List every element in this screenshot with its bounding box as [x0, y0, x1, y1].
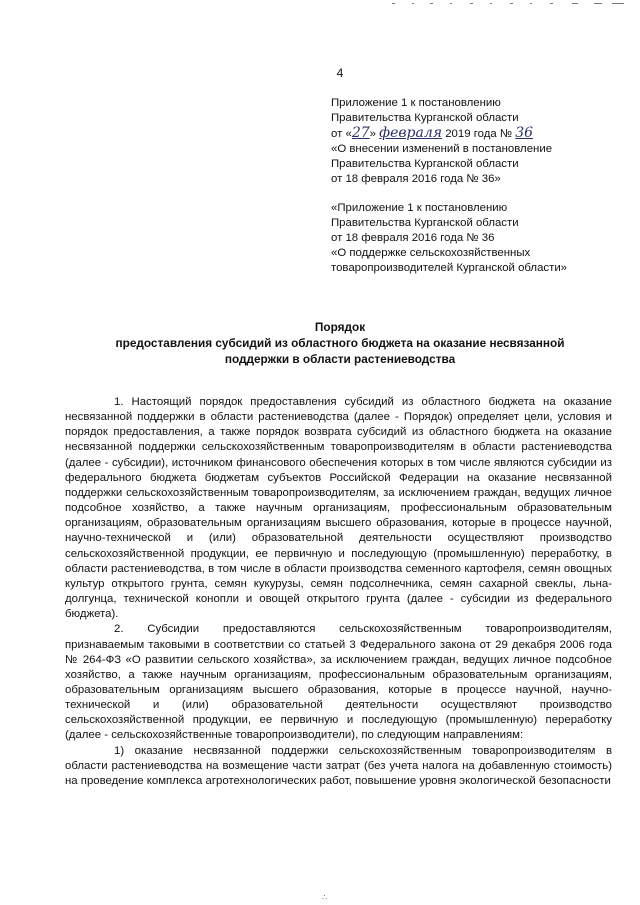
- appendix-quoted-line: «Приложение 1 к постановлению: [331, 202, 508, 214]
- appendix-line: от 18 февраля 2016 года № 36»: [331, 172, 501, 185]
- paragraph-1: 1. Настоящий порядок предоставления субсидий из областного бюджета на оказание несвязанной поддержки в области растениеводства (далее - Порядок) определяет цели, условия и порядок предоставления, а также порядок возврата субсидий из областного бюджета на оказание несвязанной поддержки сельскохозяйственным товаропроизводителям в области растениеводства (далее - субсидии), источником финансового обеспечения которых в том числе являются субсидии из федерального бюджета бюджетам субъектов Российской Федерации на оказание несвязанной поддержки сельскохозяйственным товаропроизводителям, за исключением граждан, ведущих личное подсобное хозяйство, а также научным организациям, профессиональным образовательным организациям, образовательным организациям высшего образования, которые в процессе научной, научно-технической и (или) образовательной деятельности осуществляют производство сельскохозяйственной продукции, ее первичную и последующую (промышленную) переработку, в области растениеводства, в том числе в области производства семенного картофеля, семян овощных культур открытого грунта, семян кукурузы, семян подсолнечника, семян сахарной свеклы, льна-долгунца, технической конопли и овощей открытого грунта (далее - субсидии из федерального бюджета).: [65, 396, 612, 621]
- title-line: предоставления субсидий из областного бюджета на оказание несвязанной: [115, 336, 565, 350]
- appendix-line: Приложение 1 к постановлению: [331, 97, 501, 109]
- appendix-line: Правительства Курганской области: [331, 111, 519, 124]
- date-quote: »: [369, 127, 376, 140]
- handwritten-number: 36: [515, 124, 534, 141]
- handwritten-day: 27: [351, 124, 370, 141]
- handwritten-month: февраля: [379, 124, 443, 141]
- appendix-header: [331, 96, 631, 186]
- scan-artifact-dots: [0, 0, 640, 8]
- appendix-line: «О внесении изменений в постановление: [331, 142, 553, 155]
- year-text: 2019 года №: [445, 127, 513, 140]
- appendix-quoted-line: «О поддержке сельскохозяйственных: [331, 246, 531, 259]
- appendix-quoted-header: [331, 201, 631, 276]
- appendix-quoted-line: Правительства Курганской области: [331, 216, 519, 229]
- page-number: 4: [336, 66, 344, 80]
- document-body: [65, 395, 612, 789]
- appendix-date-line: [331, 126, 631, 142]
- appendix-quoted-line: от 18 февраля 2016 года № 36: [331, 231, 495, 244]
- title-line: поддержки в области растениеводства: [224, 352, 456, 366]
- appendix-quoted-line: товаропроизводителей Курганской области»: [331, 261, 568, 274]
- date-prefix: от «: [331, 127, 352, 140]
- paragraph-2: 2. Субсидии предоставляются сельскохозяйственным товаропроизводителям, признаваемым таковыми в соответствии со статьей 3 Федерального закона от 29 декабря 2006 года № 264-ФЗ «О развитии сельского хозяйства», за исключением граждан, ведущих личное подсобное хозяйство, а также научным организациям, профессиональным образовательным организациям, образовательным организациям высшего образования, которые в процессе научной, научно-технической и (или) образовательной деятельности осуществляют производство сельскохозяйственной продукции, ее первичную и последующую (промышленную) переработку (далее - сельскохозяйственные товаропроизводители), по следующим направлениям:: [65, 623, 612, 742]
- document-title: [70, 319, 610, 367]
- appendix-line: Правительства Курганской области: [331, 157, 519, 170]
- footer-mark: ∴: [322, 893, 328, 902]
- paragraph-3: 1) оказание несвязанной поддержки сельскохозяйственным товаропроизводителям в области растениеводства на возмещение части затрат (без учета налога на добавленную стоимость) на проведение комплекса агротехнологических работ, повышение уровня экологической безопасности: [65, 744, 612, 787]
- title-line: Порядок: [314, 320, 366, 334]
